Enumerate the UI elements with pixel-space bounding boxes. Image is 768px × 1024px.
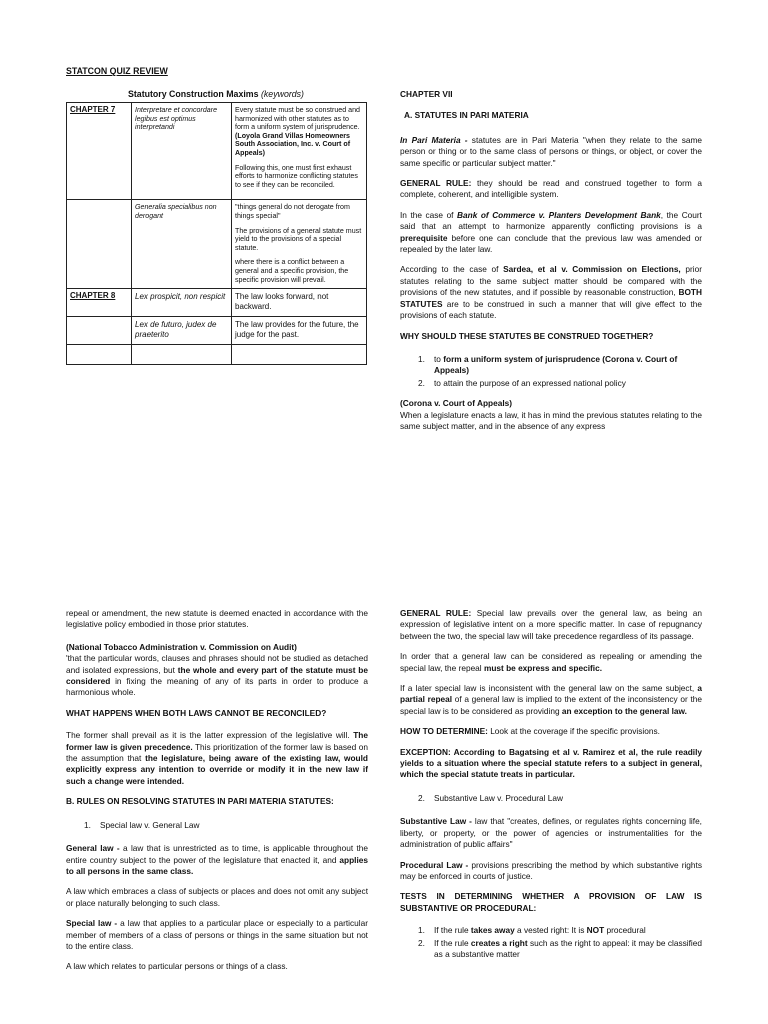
document-title: STATCON QUIZ REVIEW <box>66 66 168 76</box>
list-item: 1. Special law v. General Law <box>84 819 200 830</box>
paragraph: GENERAL RULE: they should be read and construed together to form a complete, coherent, and intelligible system. <box>400 178 702 200</box>
maxim-cell: Lex de futuro, judex de praeterito <box>132 317 232 345</box>
description-text: The provisions of a general statute must yield to the provisions of a special statute. <box>235 226 362 252</box>
exception-paragraph: EXCEPTION: According to Bagatsing et al v. Ramirez et al, the rule readily yields to a situation where the special statute refers to a subject in general, which the special statute treats in particular. <box>400 746 702 780</box>
maxim-cell: Lex prospicit, non respicit <box>132 289 232 317</box>
list-item: 1. If the rule takes away a vested right: It is NOT procedural <box>418 925 646 936</box>
paragraph: Procedural Law - provisions prescribing the method by which substantive rights may be enforced in courts of justice. <box>400 859 702 881</box>
paragraph: (National Tobacco Administration v. Commission on Audit) 'that the particular words, clauses and phrases should not be studied as detached and isolated expressions, but the whole and every part of the statute must be considered in fixing the meaning of any of its parts in order to produce a harmonious whole. <box>66 641 368 698</box>
case-citation: (Loyola Grand Villas Homeowners South Association, Inc. v. Court of Appeals) <box>235 131 351 157</box>
table-row <box>67 317 367 345</box>
description-text: where there is a conflict between a general and a specific provision, the specific provision will prevail. <box>235 258 349 284</box>
section-heading: B. RULES ON RESOLVING STATUTES IN PARI MATERIA STATUTES: <box>66 796 334 807</box>
chapter-heading: CHAPTER VII <box>400 89 453 99</box>
list-item: 2. to attain the purpose of an expressed national policy <box>418 377 626 388</box>
paragraph: According to the case of Sardea, et al v. Commission on Elections, prior statutes relating to the same subject matter should be compared with the provisions of the new statutes, and if possible by reasonable construction, BOTH STATUTES are to be construed in such a manner that will give effect to the provisions of each statute. <box>400 264 703 321</box>
chapter-label: CHAPTER 8 <box>70 291 116 301</box>
paragraph: If a later special law is inconsistent with the general law on the same subject, a partial repeal of a general law is implied to the extent of the inconsistency or the special law is to be considered as providing an exception to the general law. <box>400 683 702 716</box>
list-item: 2. Substantive Law v. Procedural Law <box>418 792 563 803</box>
table-row <box>67 345 367 365</box>
maxim-cell: Interpretare et concordare legibus est optimus interpretandi <box>132 103 232 200</box>
rule-list <box>66 820 368 831</box>
paragraph: Substantive Law - law that "creates, defines, or regulates rights concerning life, liberty, or property, or the power of agencies or instrumentalities for the administration of public affairs" <box>400 816 702 850</box>
chapter-cell <box>67 200 132 289</box>
paragraph: GENERAL RULE: Special law prevails over the general law, as being an expression of legislative intent on a more specific matter. In case of repugnancy between the two, the special law will take precedence regardless of its passage. <box>400 608 702 641</box>
question-heading: WHAT HAPPENS WHEN BOTH LAWS CANNOT BE RECONCILED? <box>66 707 327 718</box>
paragraph: In order that a general law can be considered as repealing or amending the special law, the repeal must be express and specific. <box>400 651 702 673</box>
maxim-cell: Generalia specialibus non derogant <box>132 200 232 289</box>
paragraph: In the case of Bank of Commerce v. Planters Development Bank, the Court said that an attempt to harmonize apparently conflicting provisions is a prerequisite before one can conclude that the previous law was amended or repealed by the later law. <box>400 209 702 255</box>
reasons-list <box>400 354 702 389</box>
list-item: 1. to form a uniform system of jurisprudence (Corona v. Court of Appeals) <box>418 353 678 376</box>
empty-cell <box>67 345 132 365</box>
empty-cell <box>132 345 232 365</box>
paragraph: A law which relates to particular persons or things of a class. <box>66 961 288 972</box>
maxims-table <box>66 102 367 365</box>
paragraph: repeal or amendment, the new statute is deemed enacted in accordance with the legislative policy embodied in those prior statutes. <box>66 608 368 630</box>
chapter-cell <box>67 103 132 200</box>
bottom-right-column <box>400 608 702 969</box>
description-text: Following this, one must first exhaust efforts to harmonize conflicting statutes to see if they can be reconciled. <box>235 163 358 189</box>
description-cell <box>232 103 367 200</box>
paragraph: The former shall prevail as it is the latter expression of the legislative will. The former law is given precedence. This prioritization of the former law is based on the assumption that the legislature, being aware of the existing law, would explicitly express any intention to override or modify it in the new law if such a change were intended. <box>66 730 369 786</box>
table-title <box>66 89 366 99</box>
table-row <box>67 289 367 317</box>
question-heading: WHY SHOULD THESE STATUTES BE CONSTRUED TOGETHER? <box>400 330 654 341</box>
chapter-label: CHAPTER 7 <box>70 105 116 114</box>
tests-list <box>400 925 702 960</box>
paragraph: HOW TO DETERMINE: Look at the coverage if the specific provisions. <box>400 726 660 737</box>
paragraph: A law which embraces a class of subjects or places and does not omit any subject or place naturally belonging to such class. <box>66 886 368 908</box>
paragraph: General law - a law that is unrestricted as to time, is applicable throughout the entire country subject to the power of the legislature that enacted it, and applies to all persons in the same class. <box>66 843 368 876</box>
tests-heading: TESTS IN DETERMINING WHETHER A PROVISION OF LAW IS SUBSTANTIVE OR PROCEDURAL: <box>400 891 702 913</box>
description-text: "things general do not derogate from things special" <box>235 203 350 220</box>
paragraph: (Corona v. Court of Appeals) When a legislature enacts a law, it has in mind the previous statutes relating to the same subject matter, and in the absence of any express <box>400 398 702 431</box>
paragraph: In Pari Materia - statutes are in Pari Materia "when they relate to the same person or thing or to the same class of persons or things, or object, or cover the same specific or particular subject matter." <box>400 134 702 168</box>
chapter-cell <box>67 317 132 345</box>
paragraph: Special law - a law that applies to a particular place or especially to a particular member of members of a class of persons or things in the same situation but not to the entire class. <box>66 918 368 951</box>
top-right-column <box>400 89 702 432</box>
description-cell <box>232 200 367 289</box>
rule-list <box>400 793 702 804</box>
list-item: 2. If the rule creates a right such as the right to appeal: it may be classified as a substantive matter <box>418 937 702 959</box>
table-title-sub: (keywords) <box>260 89 304 99</box>
description-cell: The law looks forward, not backward. <box>232 289 367 317</box>
table-row <box>67 103 367 200</box>
chapter-cell <box>67 289 132 317</box>
empty-cell <box>232 345 367 365</box>
description-cell: The law provides for the future, the judge for the past. <box>232 317 367 345</box>
bottom-left-column <box>66 608 368 982</box>
table-row <box>67 200 367 289</box>
description-text: Every statute must be so construed and harmonized with other statutes as to form a uniform system of jurisprudence. (Loyola Grand Villas Homeowners South Association, Inc. v. Court of Appeals) <box>235 106 360 157</box>
table-title-main: Statutory Construction Maxims <box>128 89 259 99</box>
section-heading: A. STATUTES IN PARI MATERIA <box>404 110 529 121</box>
